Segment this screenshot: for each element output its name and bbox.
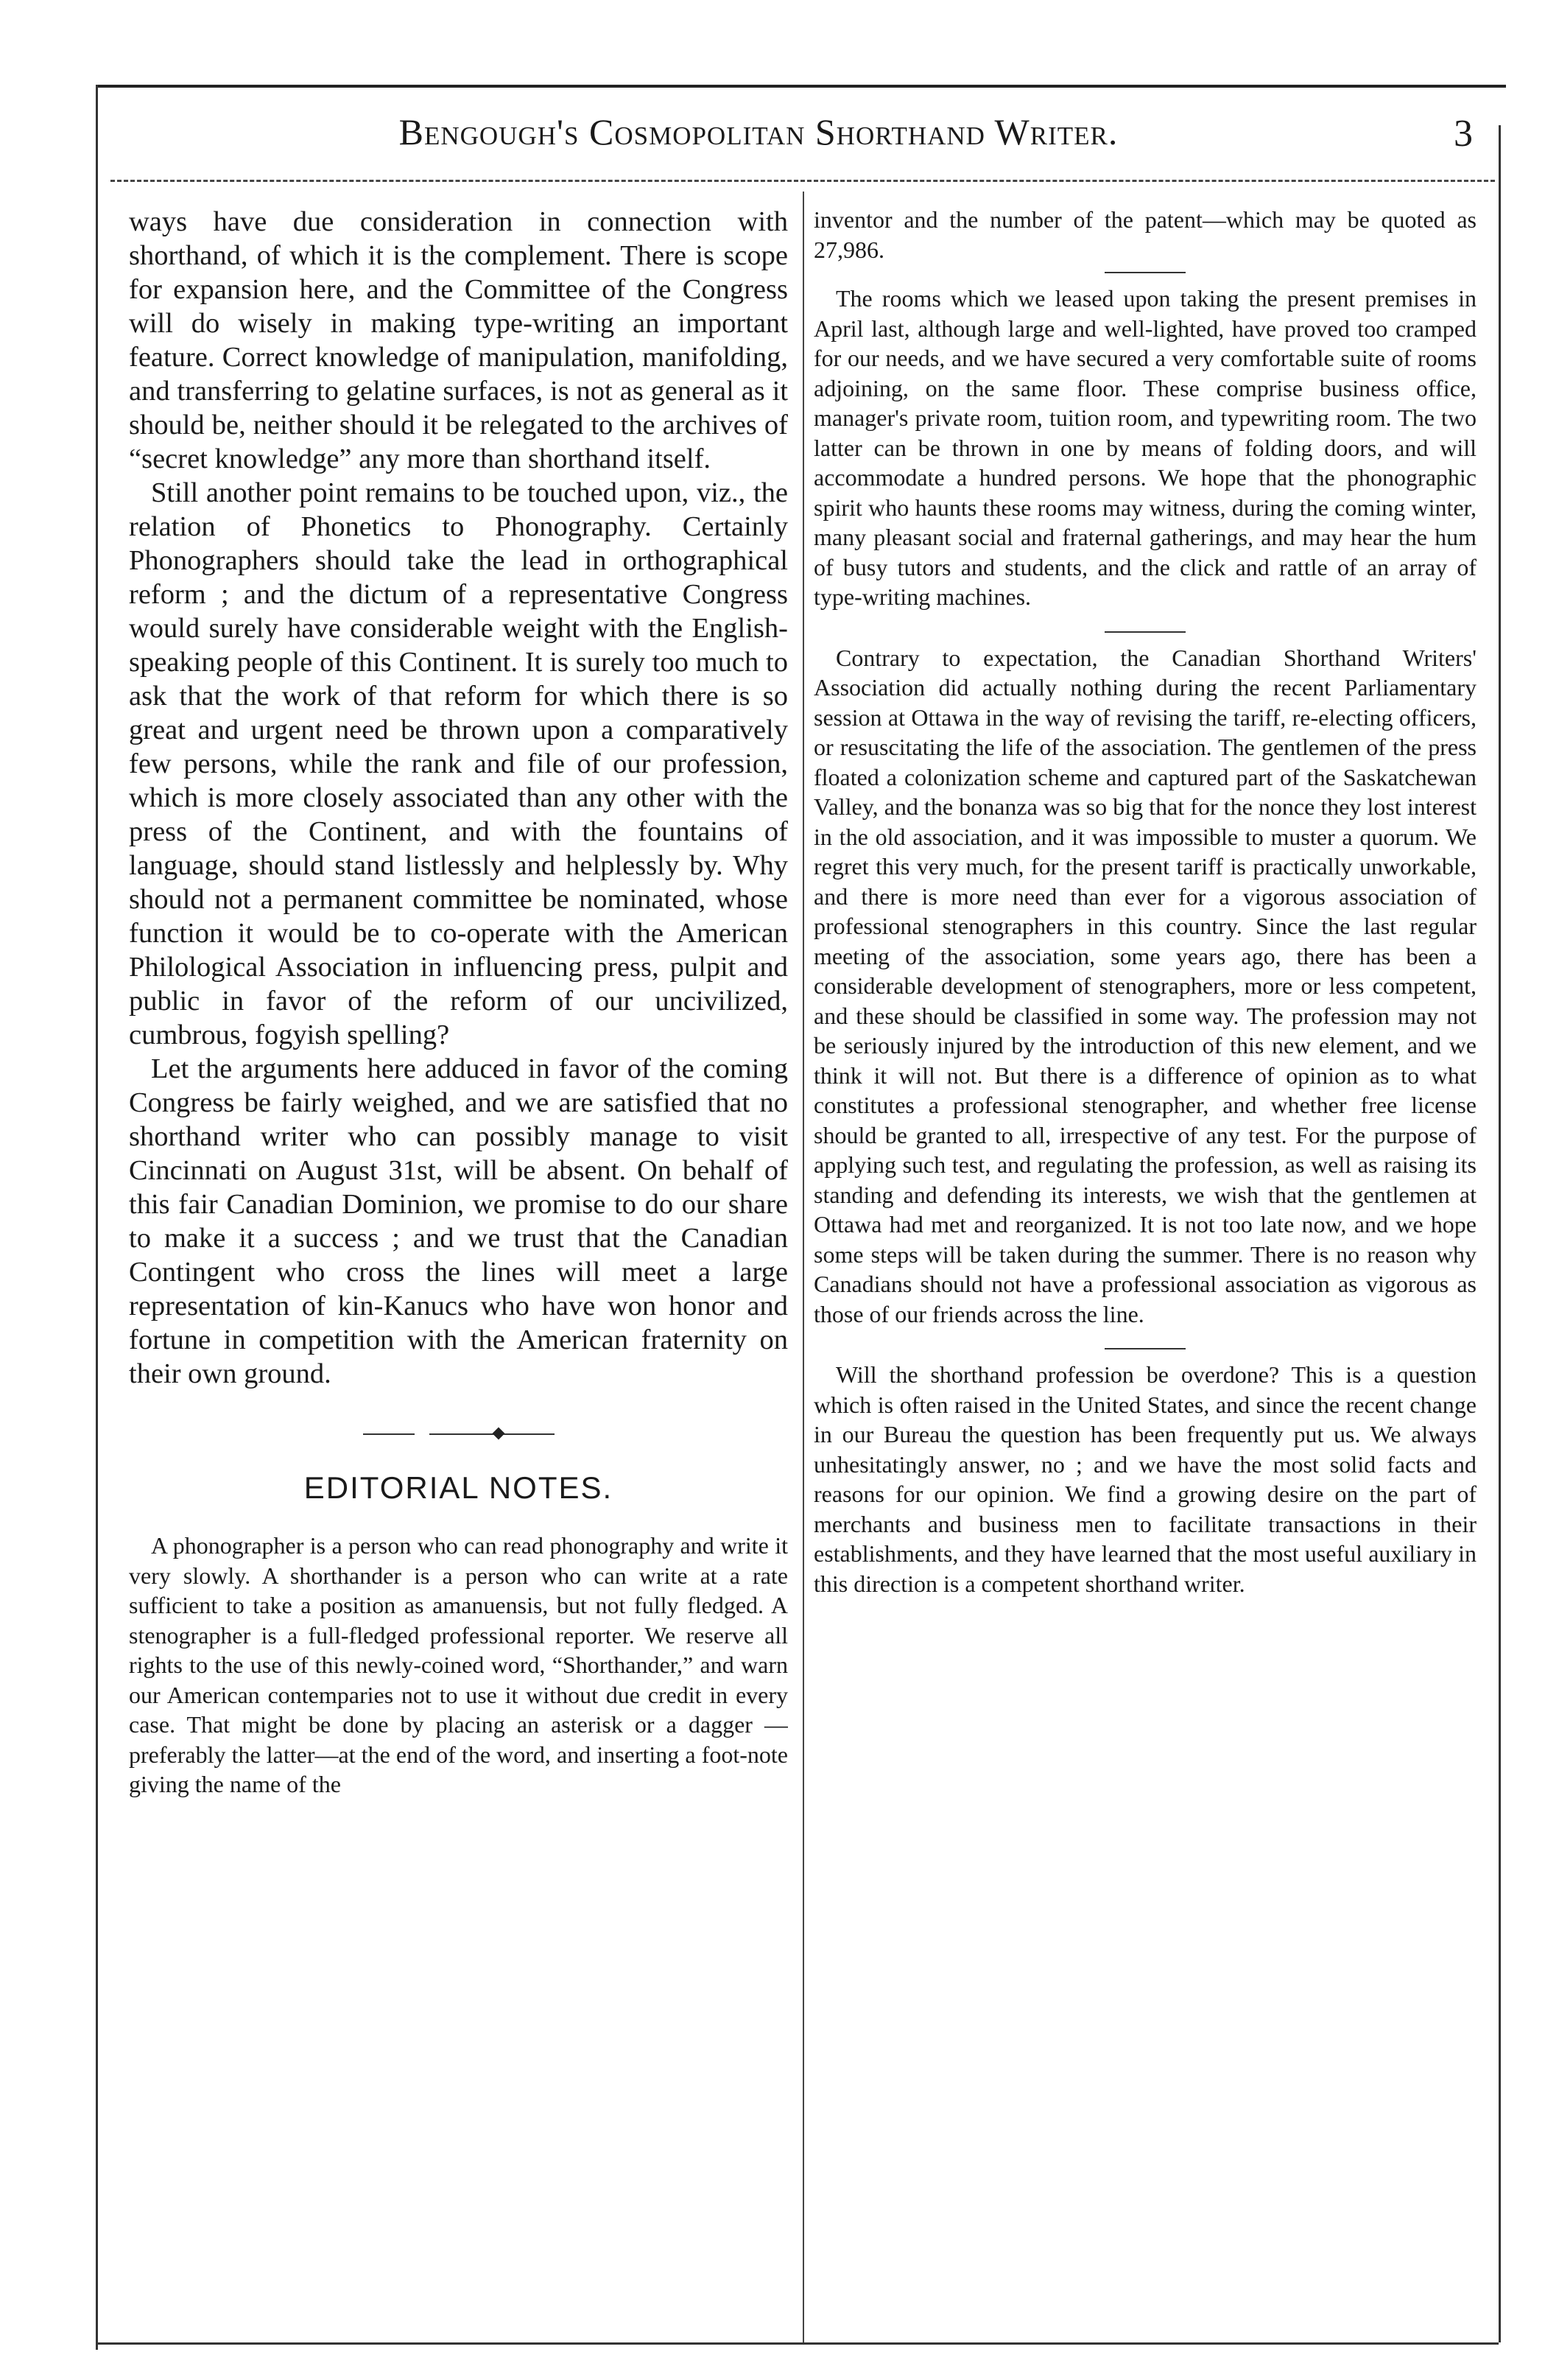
page-frame-left-rule [96, 85, 98, 2350]
editorial-note-4: Will the shorthand profession be overdone? This is a question which is often raised in the United States, and since the recent change in our Bureau the question has been frequently put us. We always unhesitatingly answer, no ; and we have the most solid facts and reasons for our opinion. We find a growing desire on the part of merchants and business men to facilitate transactions in their establishments, and they have learned that the most useful auxiliary in this direction is a competent shorthand writer. [814, 1361, 1477, 1597]
ornament-line-right [429, 1433, 555, 1435]
section-heading: EDITORIAL NOTES. [303, 1470, 613, 1505]
page-frame-bottom-rule [96, 2342, 1499, 2345]
column-divider [803, 192, 804, 2342]
right-column [814, 205, 1477, 2334]
ornament-diamond-icon [492, 1428, 504, 1440]
editorial-note-2: The rooms which we leased upon taking the present premises in April last, although large and well-lighted, have proved too cramped for our needs, and we have secured a very comfortable suite of rooms adjoining, on the same floor. These comprise business office, manager's private room, tuition room, and typewriting room. The two latter can be thrown in one by means of folding doors, and will accommodate a hundred persons. We hope that the phonographic spirit who haunts these rooms may witness, during the coming winter, many pleasant social and fraternal gatherings, and may hear the hum of busy tutors and students, and the click and rattle of an array of type-writing machines. [814, 285, 1477, 610]
note-separator-2 [1105, 631, 1186, 633]
editorial-note-continued: inventor and the number of the patent—which may be quoted as 27,986. [814, 206, 1477, 263]
left-column [129, 205, 788, 2334]
running-header [118, 110, 1488, 169]
header-rule [110, 180, 1495, 182]
article-paragraph-3: Let the arguments here adduced in favor of the coming Congress be fairly weighed, and we are satisfied that no shorthand writer who can possibly manage to visit Cincinnati on August 31st, will be absent. On behalf of this fair Canadian Dominion, we promise to do our share to make it a success ; and we trust that the Canadian Contingent who cross the lines will meet a large representation of kin-Kanucs who have won honor and fortune in competition with the American fraternity on their own ground. [129, 1053, 788, 1389]
ornament-line-left [363, 1433, 415, 1435]
note-separator-3 [1105, 1348, 1186, 1349]
article-paragraph-2: Still another point remains to be touched upon, viz., the relation of Phonetics to Phonography. Certainly Phonographers should take the lead in orthographical reform ; and the dictum of a representative Congress would surely have considerable weight with the English-speaking people of this Continent. It is surely too much to ask that the work of that reform for which there is so great and urgent need be thrown upon a comparatively few persons, while the rank and file of our profession, which is more closely associated than any other with the press of the Continent, and with the fountains of language, should stand listlessly and helplessly by. Why should not a permanent committee be nominated, whose function it would be to co-operate with the American Philological Association in influencing press, pulpit and public in favor of the reform of our uncivilized, cumbrous, fogyish spelling? [129, 477, 788, 1050]
ornament-divider [363, 1423, 555, 1445]
page-frame-top-rule [96, 85, 1506, 88]
page-frame-right-rule [1499, 125, 1501, 2342]
note-separator-1 [1105, 272, 1186, 273]
editorial-note-3: Contrary to expectation, the Canadian Shorthand Writers' Association did actually nothing during the recent Parliamentary session at Ottawa in the way of revising the tariff, re-electing officers, or resuscitating the life of the association. The gentlemen of the press floated a colonization scheme and captured part of the Saskatchewan Valley, and the bonanza was so big that for the nonce they lost interest in the old association, and it was impossible to muster a quorum. We regret this very much, for the present tariff is practically unworkable, and there is more need than ever for a vigorous association of professional stenographers in this country. Since the last regular meeting of the association, some years ago, there has been a considerable development of stenographers, more or less competent, and these should be classified in some way. The profession may not be seriously injured by the introduction of this new element, and we think it will not. But there is a difference of opinion as to what constitutes a professional stenographer, and whether free license should be granted to all, irrespective of any test. For the purpose of applying such test, and regulating the profession, as well as raising its standing and defending its interests, we wish that the gentlemen at Ottawa had met and reorganized. It is not too late now, and we hope some steps will be taken during the summer. There is no reason why Canadians should not have a professional association as vigorous as those of our friends across the line. [814, 644, 1477, 1327]
running-title: Bengough's Cosmopolitan Shorthand Writer. [398, 111, 1119, 152]
article-paragraph-1: ways have due consideration in connection with shorthand, of which it is the complement. There is scope for expansion here, and the Committee of the Congress will do wisely in making type-writing an important feature. Correct knowledge of manipulation, manifolding, and transferring to gelatine surfaces, is not as general as it should be, neither should it be relegated to the archives of “secret knowledge” any more than shorthand itself. [129, 206, 788, 474]
editorial-note-1: A phonographer is a person who can read phonography and write it very slowly. A shorthander is a person who can write at a rate sufficient to take a position as amanuensis, but not fully fledged. A stenographer is a full-fledged professional reporter. We reserve all rights to the use of this newly-coined word, “Shorthander,” and warn our American contemparies not to use it without due credit in every case. That might be done by placing an asterisk or a dagger —preferably the latter—at the end of the word, and inserting a foot-note giving the name of the [129, 1532, 788, 1797]
page-number: 3 [1454, 113, 1473, 155]
